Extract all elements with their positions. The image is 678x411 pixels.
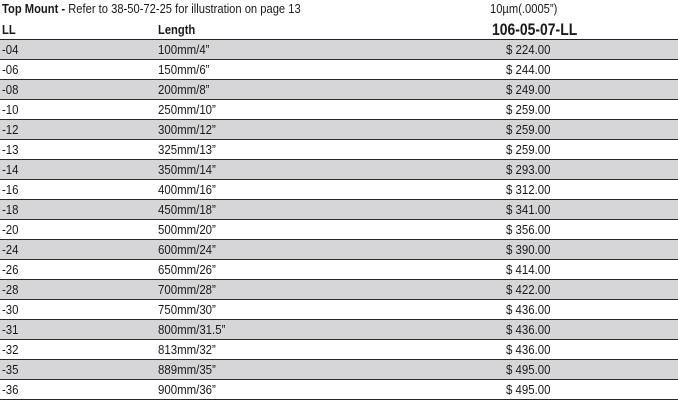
table-header	[0, 18, 678, 40]
cell-ll: -13	[2, 142, 19, 157]
cell-ll: -14	[2, 162, 19, 177]
table-row	[0, 40, 678, 60]
table-row	[0, 240, 678, 260]
header-length: Length	[158, 22, 196, 37]
header-ll: LL	[2, 22, 16, 37]
cell-price: $ 422.00	[506, 282, 551, 297]
table-row	[0, 200, 678, 220]
cell-length: 900mm/36”	[158, 382, 216, 397]
cell-price: $ 259.00	[506, 102, 551, 117]
cell-length: 889mm/35”	[158, 362, 216, 377]
cell-length: 650mm/26”	[158, 262, 216, 277]
cell-price: $ 414.00	[506, 262, 551, 277]
cell-ll: -24	[2, 242, 19, 257]
cell-length: 700mm/28”	[158, 282, 216, 297]
table-row	[0, 120, 678, 140]
cell-price: $ 436.00	[506, 322, 551, 337]
cell-length: 400mm/16”	[158, 182, 216, 197]
cell-ll: -06	[2, 62, 19, 77]
cell-price: $ 259.00	[506, 122, 551, 137]
cell-ll: -36	[2, 382, 19, 397]
cell-price: $ 312.00	[506, 182, 551, 197]
cell-ll: -04	[2, 42, 19, 57]
cell-ll: -20	[2, 222, 19, 237]
cell-ll: -32	[2, 342, 19, 357]
cell-price: $ 495.00	[506, 382, 551, 397]
cell-length: 500mm/20”	[158, 222, 216, 237]
table-body	[0, 40, 678, 400]
table-row	[0, 260, 678, 280]
cell-length: 350mm/14”	[158, 162, 216, 177]
cell-price: $ 293.00	[506, 162, 551, 177]
cell-length: 300mm/12”	[158, 122, 216, 137]
cell-ll: -08	[2, 82, 19, 97]
cell-ll: -35	[2, 362, 19, 377]
cell-price: $ 356.00	[506, 222, 551, 237]
cell-length: 813mm/32”	[158, 342, 216, 357]
table-title	[2, 0, 301, 18]
table-row	[0, 60, 678, 80]
cell-price: $ 436.00	[506, 302, 551, 317]
cell-price: $ 259.00	[506, 142, 551, 157]
table-row	[0, 300, 678, 320]
cell-length: 450mm/18”	[158, 202, 216, 217]
table-row	[0, 180, 678, 200]
cell-length: 750mm/30”	[158, 302, 216, 317]
cell-ll: -16	[2, 182, 19, 197]
cell-price: $ 495.00	[506, 362, 551, 377]
precision-label: 10µm(.0005”)	[490, 1, 558, 16]
cell-ll: -26	[2, 262, 19, 277]
cell-price: $ 224.00	[506, 42, 551, 57]
cell-ll: -12	[2, 122, 19, 137]
table-row	[0, 360, 678, 380]
table-row	[0, 320, 678, 340]
table-row	[0, 220, 678, 240]
cell-length: 250mm/10”	[158, 102, 216, 117]
table-row	[0, 280, 678, 300]
cell-price: $ 390.00	[506, 242, 551, 257]
cell-price: $ 244.00	[506, 62, 551, 77]
cell-price: $ 249.00	[506, 82, 551, 97]
cell-length: 800mm/31.5”	[158, 322, 226, 337]
cell-ll: -10	[2, 102, 19, 117]
header-part-number: 106-05-07-LL	[492, 20, 578, 39]
cell-ll: -31	[2, 322, 19, 337]
table-row	[0, 380, 678, 400]
title-bold: Top Mount -	[2, 1, 66, 16]
cell-length: 100mm/4”	[158, 42, 210, 57]
table-row	[0, 140, 678, 160]
cell-length: 600mm/24”	[158, 242, 216, 257]
table-row	[0, 340, 678, 360]
cell-ll: -28	[2, 282, 19, 297]
cell-ll: -18	[2, 202, 19, 217]
table-row	[0, 100, 678, 120]
title-rest: Refer to 38-50-72-25 for illustration on page 13	[65, 1, 301, 16]
table-row	[0, 160, 678, 180]
cell-ll: -30	[2, 302, 19, 317]
cell-length: 200mm/8”	[158, 82, 210, 97]
cell-length: 325mm/13”	[158, 142, 216, 157]
cell-length: 150mm/6”	[158, 62, 210, 77]
cell-price: $ 341.00	[506, 202, 551, 217]
table-row	[0, 80, 678, 100]
cell-price: $ 436.00	[506, 342, 551, 357]
